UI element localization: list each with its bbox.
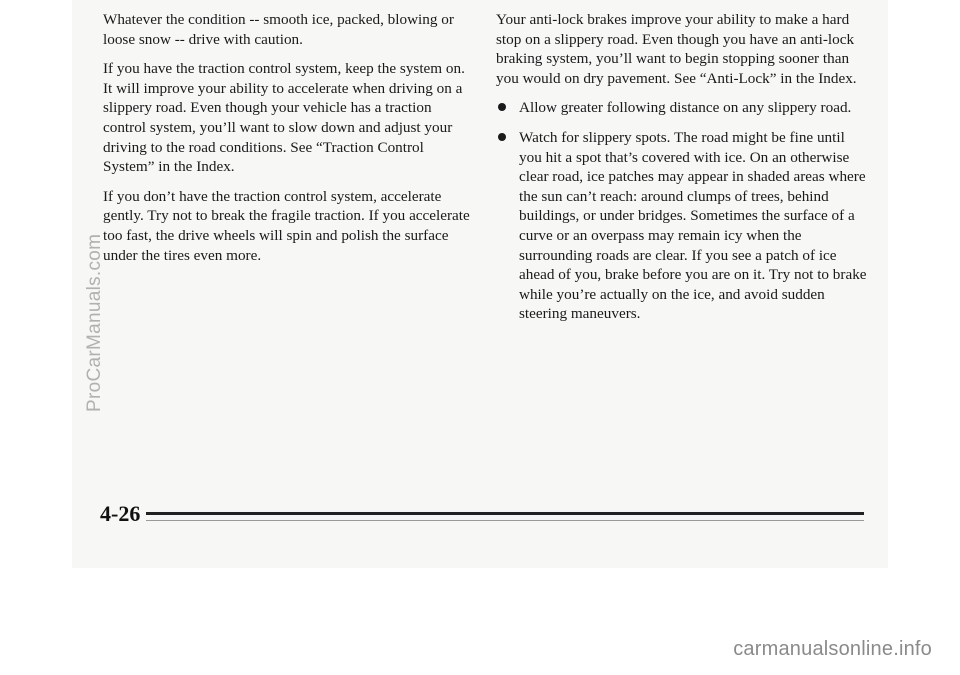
bullet-dot-icon (498, 133, 506, 141)
paragraph-no-traction-control: If you don’t have the traction control system, accelerate gently. Try not to break the fragile traction. If you accelerate too fast, the drive wheels will spin and polish the surface under the tires even more. (103, 187, 470, 264)
right-column (496, 10, 871, 334)
footer-rule-thin (146, 520, 864, 521)
footer-rule (146, 512, 864, 515)
tips-list (496, 98, 871, 324)
list-item-text: Watch for slippery spots. The road might be fine until you hit a spot that’s covered with ice. On an otherwise clear road, ice patches may appear in shaded areas where the sun can’t reach: around clumps of trees, behind buildings, or under bridges. Sometimes the surface of a curve or an overpass may remain icy when the surrounding roads are clear. If you see a patch of ice ahead of you, brake before you are on it. Try not to brake while you’re actually on the ice, and avoid sudden steering maneuvers. (519, 128, 867, 323)
page-number: 4-26 (100, 501, 141, 526)
left-column (103, 10, 473, 275)
side-watermark: ProCarManuals.com (84, 233, 105, 412)
list-item-text: Allow greater following distance on any slippery road. (519, 99, 852, 117)
paragraph-anti-lock-brakes: Your anti-lock brakes improve your ability to make a hard stop on a slippery road. Even though you have an anti-lock braking system, you’ll want to begin stopping sooner than you would on dry pavement. See “Anti-Lock” in the Index. (496, 11, 857, 87)
paragraph-traction-control-on: If you have the traction control system, keep the system on. It will improve your ability to accelerate when driving on a slippery road. Even though your vehicle has a traction control system, you’ll want to slow down and adjust your driving to the road conditions. See “Traction Control System” in the Index. (103, 60, 465, 176)
bottom-watermark: carmanualsonline.info (733, 638, 932, 660)
list-item (496, 128, 871, 324)
list-item (496, 98, 871, 118)
bullet-dot-icon (498, 103, 506, 111)
paragraph-driving-caution: Whatever the condition -- smooth ice, packed, blowing or loose snow -- drive with caution. (103, 11, 454, 48)
